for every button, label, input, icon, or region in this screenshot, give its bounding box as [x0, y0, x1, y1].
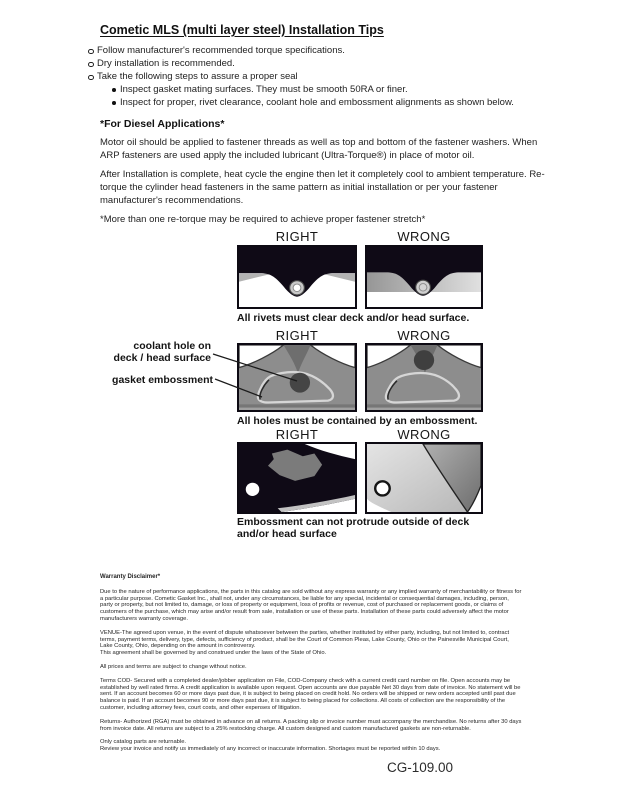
open-bullet-marker — [88, 62, 94, 68]
diesel-paragraph-motor-oil: Motor oil should be applied to fastener threads as well as top and bottom of the fastener washers. When ARP fasteners are used apply the included lubricant (Ultra-Torque®) in place of motor oil. — [100, 137, 538, 161]
diagram-section — [0, 228, 618, 553]
sub-bullet-item — [112, 96, 552, 109]
bullet-text: Dry installation is recommended. — [97, 58, 235, 69]
terms-cod-paragraph: Terms COD- Secured with a completed dealer/jobber application on File, COD-Company check with a current credit card number on file. Open accounts may be established by well rated firms. A credit application is available upon request. Open accounts are due payable Net 30 days from date of invoice. No statement will be sent. If an account becomes 60 or more days past due, it is subject to being placed on credit hold. No orders will be shipped or new orders accepted until past due balance is paid. If an account becomes 90 or more days past due, it is subject to being placed for collections. All costs of collection are the responsibility of the customer, including attorney fees, court costs, and other expenses of litigation. — [100, 677, 521, 711]
page-code: CG-109.00 — [387, 760, 454, 775]
embossment-protrusion-right-diagram — [237, 442, 357, 514]
open-bullet-marker — [88, 75, 94, 81]
bullet-item — [88, 57, 552, 70]
prices-line: All prices and terms are subject to change without notice. — [100, 663, 247, 670]
legal-section — [100, 574, 522, 760]
warranty-disclaimer-heading: Warranty Disclaimer* — [100, 574, 161, 580]
diesel-paragraph-retorque: After Installation is complete, heat cycle the engine then let it completely cool to ambient temperature. Re-torque the cylinder head fasteners in the same pattern as initial installation or per your fastener manufacturer's recommendations. — [100, 169, 545, 206]
coolant-hole-label: coolant hole on deck / head surface — [113, 340, 211, 364]
row3-caption-line1: Embossment can not protrude outside of deck — [237, 516, 470, 528]
review-invoice-line: Review your invoice and notify us immediately of any incorrect or inaccurate information. Shortages must be reported within 10 days. — [100, 746, 441, 753]
bullet-item — [88, 44, 552, 57]
warranty-paragraph: Due to the nature of performance applications, the parts in this catalog are sold without any express warranty or any implied warranty of merchantability or fitness for a particular purpose. Cometic Gasket Inc., shall not, under any circumstances, be liable for any special, incidental or consequential damages, including, person, party or property, but not limited to, damage, or loss of property or equipment, loss of profits or revenue, cost of purchased or replacement goods, or claims of customers of the purchase, which may arise and/or result from sale, installation or use of these parts. Installation of these parts could adversely affect the motor manufacturers warranty coverage. — [100, 588, 522, 622]
returns-paragraph: Returns- Authorized (RGA) must be obtained in advance on all returns. A packing slip or invoice number must accompany the merchandise. No returns after 30 days from invoice date. All returns are subject to a 25% restocking charge. All custom designed and custom manufactured gaskets are non-returnable. — [100, 718, 522, 732]
row3-caption-line2: and/or head surface — [237, 527, 337, 540]
rivet-clearance-wrong-diagram — [365, 245, 483, 309]
row3-right-label: RIGHT — [275, 427, 319, 442]
row1-right-label: RIGHT — [275, 229, 319, 244]
bullet-item — [88, 70, 552, 83]
row2-right-label: RIGHT — [275, 328, 319, 343]
governing-law-line: This agreement shall be governed by and construed under the laws of the State of Ohio. — [100, 650, 327, 657]
sub-bullet-text: Inspect gasket mating surfaces. They must be smooth 50RA or finer. — [120, 84, 408, 95]
embossment-containment-wrong-diagram — [365, 343, 483, 412]
sub-bullet-item — [112, 83, 552, 96]
bullet-text: Take the following steps to assure a proper seal — [97, 71, 298, 82]
open-bullet-marker — [88, 49, 94, 55]
diesel-applications-heading: *For Diesel Applications* — [100, 118, 225, 130]
embossment-protrusion-wrong-diagram — [365, 442, 483, 514]
embossment-containment-right-diagram — [237, 343, 357, 412]
gasket-embossment-label: gasket embossment — [112, 374, 213, 386]
filled-bullet-marker — [112, 88, 116, 92]
rivet-clearance-right-diagram — [237, 245, 357, 309]
row3-wrong-label: WRONG — [397, 427, 451, 442]
row1-wrong-label: WRONG — [397, 229, 451, 244]
page-title: Cometic MLS (multi layer steel) Installation Tips — [100, 23, 384, 37]
returnable-line: Only catalog parts are returnable. — [100, 739, 187, 746]
row1-caption: All rivets must clear deck and/or head surface. — [237, 312, 470, 324]
row2-caption: All holes must be contained by an embossment. — [237, 415, 478, 427]
installation-tips-section — [97, 23, 552, 226]
retorque-note: *More than one re-torque may be required to achieve proper fastener stretch* — [100, 214, 426, 225]
row2-wrong-label: WRONG — [397, 328, 451, 343]
sub-bullet-text: Inspect for proper, rivet clearance, coolant hole and embossment alignments as shown below. — [120, 97, 514, 108]
venue-paragraph: VENUE-The agreed upon venue, in the event of dispute whatsoever between the parties, whether instituted by either party, including, but not limited to, contract terms, payment terms, delivery, type, defects, sufficiency of product, shall be the Court of Common Pleas, Lake County, Ohio or the Painesville Municipal Court, Lake County, Ohio, depending on the amount in controversy. — [100, 629, 510, 650]
bullet-text: Follow manufacturer's recommended torque specifications. — [97, 45, 345, 56]
filled-bullet-marker — [112, 101, 116, 105]
